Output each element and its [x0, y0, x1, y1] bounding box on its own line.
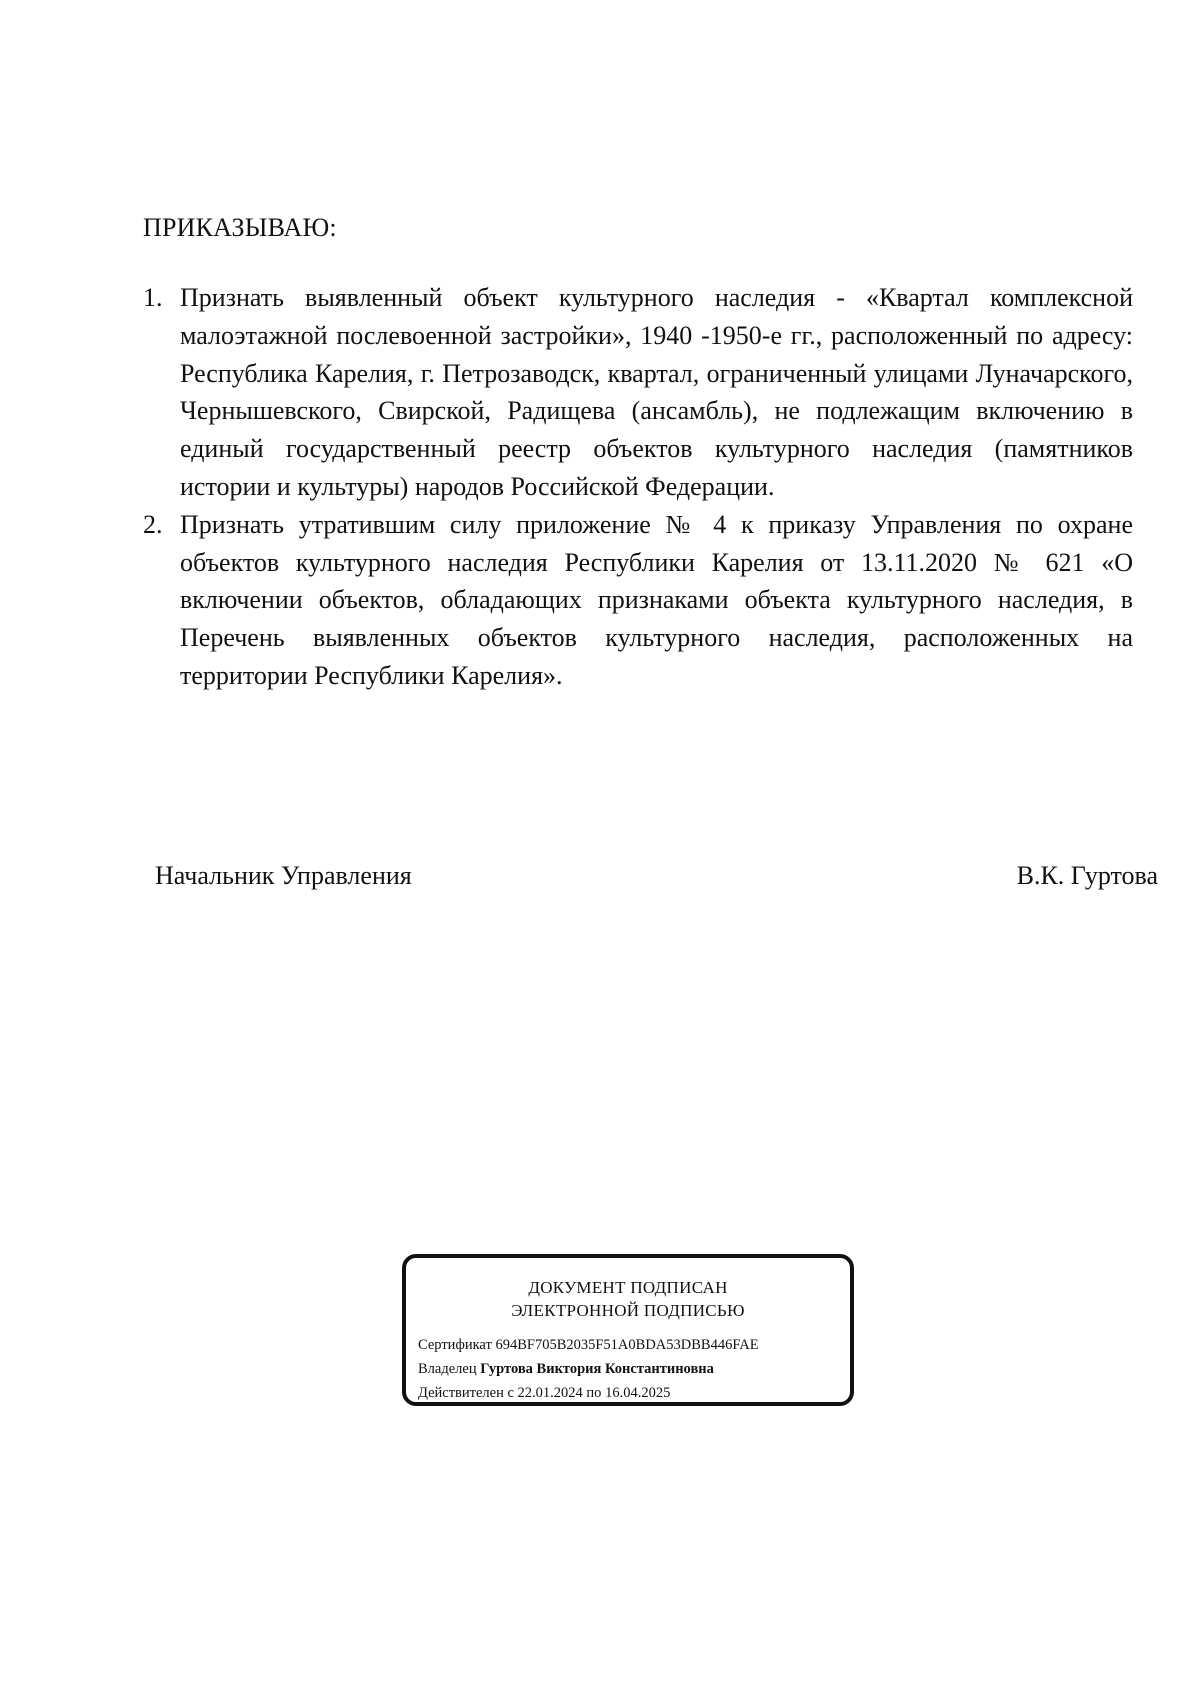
order-heading: ПРИКАЗЫВАЮ: [143, 213, 337, 242]
stamp-header-line-1: ДОКУМЕНТ ПОДПИСАН [528, 1278, 728, 1297]
stamp-certificate-row [418, 1335, 759, 1355]
stamp-valid-from: 22.01.2024 [517, 1385, 583, 1401]
order-number-2: 2. [143, 509, 163, 539]
stamp-owner-label: Владелец [418, 1361, 477, 1377]
order-text-2: Признать утратившим силу приложение № 4 к приказу Управления по охране объектов культурного наследия Республики Карелия от 13.11.2020 № 621 «О включении объектов, обладающих признаками объекта культурного наследия, в Перечень выявленных объектов культурного наследия, расположенных на территории Республики Карелия». [180, 509, 1133, 690]
electronic-signature-stamp [402, 1254, 854, 1406]
signatory-title: Начальник Управления [155, 861, 412, 890]
stamp-valid-to: 16.04.2025 [605, 1385, 671, 1401]
stamp-owner-row [418, 1359, 714, 1379]
stamp-header [406, 1276, 850, 1322]
stamp-validity-row [418, 1383, 670, 1403]
stamp-certificate-label: Сертификат [418, 1337, 492, 1353]
stamp-certificate-value: 694BF705B2035F51A0BDA53DBB446FAE [495, 1337, 759, 1353]
order-number-1: 1. [143, 283, 163, 312]
stamp-header-line-2: ЭЛЕКТРОННОЙ ПОДПИСЬЮ [511, 1301, 745, 1320]
order-item-1 [143, 279, 1133, 506]
stamp-valid-to-label: по [586, 1385, 602, 1401]
order-item-2 [143, 506, 1133, 695]
stamp-owner-value: Гуртова Виктория Константиновна [480, 1361, 714, 1377]
stamp-valid-from-label: Действителен с [418, 1385, 514, 1401]
order-list [143, 279, 1133, 695]
order-text-1: Признать выявленный объект культурного наследия - «Квартал комплексной малоэтажной послевоенной застройки», 1940 -1950-е гг., расположенный по адресу: Республика Карелия, г. Петрозаводск, квартал, ограниченный улицами Луначарского, Чернышевского, Свирской, Радищева (ансамбль), не подлежащим включению в единый государственный реестр объектов культурного наследия (памятников истории и культуры) народов Российской Федерации. [180, 283, 1133, 501]
signatory-name: В.К. Гуртова [1016, 861, 1158, 890]
